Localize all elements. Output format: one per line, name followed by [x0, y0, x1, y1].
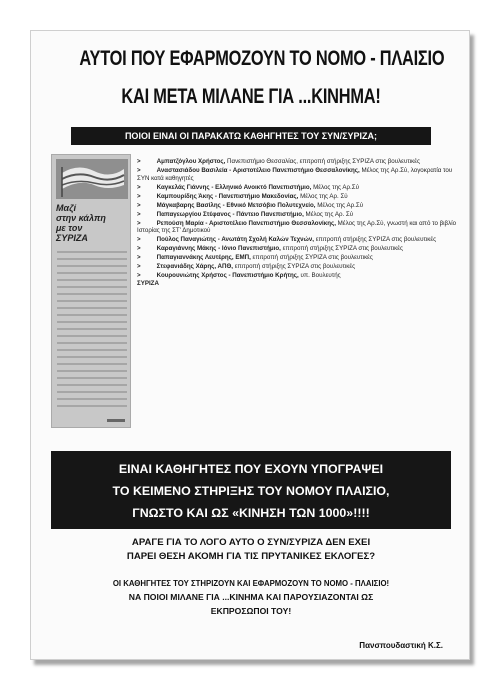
professor-detail: Μέλος της Αρ. Σύ	[305, 210, 354, 218]
closing-line-2: ΝΑ ΠΟΙΟΙ ΜΙΛΑΝΕ ΓΙΑ ...ΚΙΝΗΜΑ ΚΑΙ ΠΑΡΟΥΣΙΑΖΟΝΤΑΙ ΩΣ	[128, 592, 374, 602]
list-item	[137, 202, 459, 210]
question2-line-2: ΠΑΡΕΙ ΘΕΣΗ ΑΚΟΜΗ ΓΙΑ ΤΙΣ ΠΡΥΤΑΝΙΚΕΣ ΕΚΛΟΓΕΣ?	[126, 551, 376, 562]
professor-name: Μάγκαβαρης Βασίλης - Εθνικό Μετσόβιο Πολυτεχνείο,	[156, 201, 316, 209]
professor-name: Καγκελάς Γιάννης - Ελληνικό Ανοικτό Πανεπιστήμιο,	[156, 183, 312, 191]
arrow-bullet: >	[137, 245, 141, 253]
list-item	[137, 193, 459, 201]
waving-flag-icon	[56, 159, 128, 199]
list-item	[137, 167, 459, 182]
professor-list	[137, 158, 459, 289]
party-label: ΣΥΡΙΖΑ	[137, 279, 159, 287]
poster-fine-print	[57, 251, 127, 411]
list-item	[137, 272, 459, 287]
closing-line-1: ΟΙ ΚΑΘΗΓΗΤΕΣ ΤΟΥ ΣΤΗΡΙΖΟΥΝ ΚΑΙ ΕΦΑΡΜΟΖΟΥΝ ΤΟ ΝΟΜΟ - ΠΛΑΙΣΙΟ!	[112, 579, 390, 588]
question2-line-1: ΑΡΑΓΕ ΓΙΑ ΤΟ ΛΟΓΟ ΑΥΤΟ Ο ΣΥΝ/ΣΥΡΙΖΑ ΔΕΝ ΕΧΕΙ	[131, 537, 371, 548]
headline-line-2: ΚΑΙ ΜΕΤΑ ΜΙΛΑΝΕ ΓΙΑ ...ΚΙΝΗΜΑ!	[121, 85, 381, 108]
arrow-bullet: >	[137, 254, 141, 262]
arrow-bullet: >	[137, 166, 141, 174]
professor-detail: Μέλος της Αρ.Σύ, λογοκρατία του ΣΥΝ κατά καθηγητές	[137, 166, 453, 182]
professor-name: Αμπατζόγλου Χρήστος,	[156, 158, 226, 165]
professor-detail: Μέλος της Αρ. Σύ	[300, 192, 348, 200]
poster-slogan	[56, 203, 128, 243]
slogan-line: ΣΥΡΙΖΑ	[56, 233, 88, 243]
professor-name: Πούλος Παναγιώτης - Ανωτάτη Σχολή Καλών Τεχνών,	[156, 236, 315, 244]
list-item	[137, 245, 459, 253]
professor-name: Καμπουρίδης Άκης - Πανεπιστήμιο Μακεδονίας,	[156, 192, 299, 200]
arrow-bullet: >	[137, 263, 141, 271]
leaflet-page	[30, 30, 470, 660]
professor-detail: επιτροπή στήριξης ΣΥΡΙΖΑ στις βουλευτικές	[315, 236, 437, 244]
list-item	[137, 220, 459, 235]
list-item	[137, 158, 459, 166]
signed-line-2: ΤΟ ΚΕΙΜΕΝΟ ΣΤΗΡΙΞΗΣ ΤΟΥ ΝΟΜΟΥ ΠΛΑΙΣΙΟ,	[112, 484, 390, 498]
arrow-bullet: >	[137, 201, 141, 209]
arrow-bullet: >	[137, 183, 141, 191]
sign-off: Πανσπουδαστική Κ.Σ.	[359, 641, 443, 650]
slogan-line: με τον	[56, 223, 83, 233]
professor-name: Παπαγεωργίου Στέφανος - Πάντειο Πανεπιστήμιο,	[156, 210, 304, 218]
professor-detail: Μέλος της Αρ.Σύ, γνωστή και από το βιβλίο Ιστορίας της ΣΤ' Δημοτικού	[137, 219, 457, 235]
arrow-bullet: >	[137, 236, 141, 244]
arrow-bullet: >	[137, 272, 141, 280]
professor-name: Ρεπούση Μαρία - Αριστοτέλειο Πανεπιστήμιο Θεσσαλονίκης,	[156, 219, 336, 227]
list-item	[137, 263, 459, 271]
syriza-poster-image	[51, 154, 131, 428]
arrow-bullet: >	[137, 158, 141, 165]
list-item	[137, 254, 459, 262]
signed-line-1: ΕΙΝΑΙ ΚΑΘΗΓΗΤΕΣ ΠΟΥ ΕΧΟΥΝ ΥΠΟΓΡΑΨΕΙ	[118, 462, 384, 476]
professor-name: Στεφανιάδης Χάρης, ΑΠΘ,	[156, 263, 234, 271]
list-item	[137, 236, 459, 244]
professor-detail: επιτροπή στήριξης ΣΥΡΙΖΑ στις βουλευτικές	[252, 254, 373, 262]
professor-name: Παπαγιαννάκης Λευτέρης, ΕΜΠ,	[156, 254, 251, 262]
signed-line-3: ΓΝΩΣΤΟ ΚΑΙ ΩΣ «ΚΙΝΗΣΗ ΤΩΝ 1000»!!!!	[132, 506, 370, 520]
question-banner: ΠΟΙΟΙ ΕΙΝΑΙ ΟΙ ΠΑΡΑΚΑΤΩ ΚΑΘΗΓΗΤΕΣ ΤΟΥ ΣΥΝ/ΣΥΡΙΖΑ;	[71, 127, 431, 145]
professor-detail: Πανεπιστήμιο Θεσσαλίας, επιτροπή στήριξης ΣΥΡΙΖΑ στις βουλευτικές	[227, 158, 420, 165]
professor-name: Κουρουνιώτης Χρήστος - Πανεπιστήμιο Κρήτης,	[156, 272, 299, 280]
professor-detail: Μέλος της Αρ.Σύ	[313, 183, 359, 191]
signed-statement-banner	[51, 451, 451, 529]
professor-name: Αναστασιάδου Βασιλεία - Αριστοτέλειο Πανεπιστήμιο Θεσσαλονίκης,	[156, 166, 360, 174]
arrow-bullet: >	[137, 210, 141, 218]
professor-detail: Μέλος της Αρ.Σύ	[317, 201, 364, 209]
professor-name: Καραγιάννης Μάκης - Ιόνιο Πανεπιστήμιο,	[156, 245, 281, 253]
professor-detail: επιτροπή στήριξης ΣΥΡΙΖΑ στις βουλευτικές	[234, 263, 356, 271]
professor-detail: υπ. Βουλευτής	[300, 272, 341, 280]
professor-detail: επιτροπή στήριξης ΣΥΡΙΖΑ στις βουλευτικές	[282, 245, 403, 253]
arrow-bullet: >	[137, 219, 141, 227]
arrow-bullet: >	[137, 192, 141, 200]
flag-graphic	[56, 159, 128, 199]
headline-line-1: ΑΥΤΟΙ ΠΟΥ ΕΦΑΡΜΟΖΟΥΝ ΤΟ ΝΟΜΟ - ΠΛΑΙΣΙΟ	[79, 47, 445, 70]
closing-line-3: ΕΚΠΡΟΣΩΠΟΙ ΤΟΥ!	[210, 606, 292, 616]
slogan-line: στην κάλπη	[56, 213, 106, 223]
poster-signature	[107, 419, 125, 422]
list-item	[137, 184, 459, 192]
slogan-line: Μαζί	[56, 203, 77, 213]
list-item	[137, 211, 459, 219]
